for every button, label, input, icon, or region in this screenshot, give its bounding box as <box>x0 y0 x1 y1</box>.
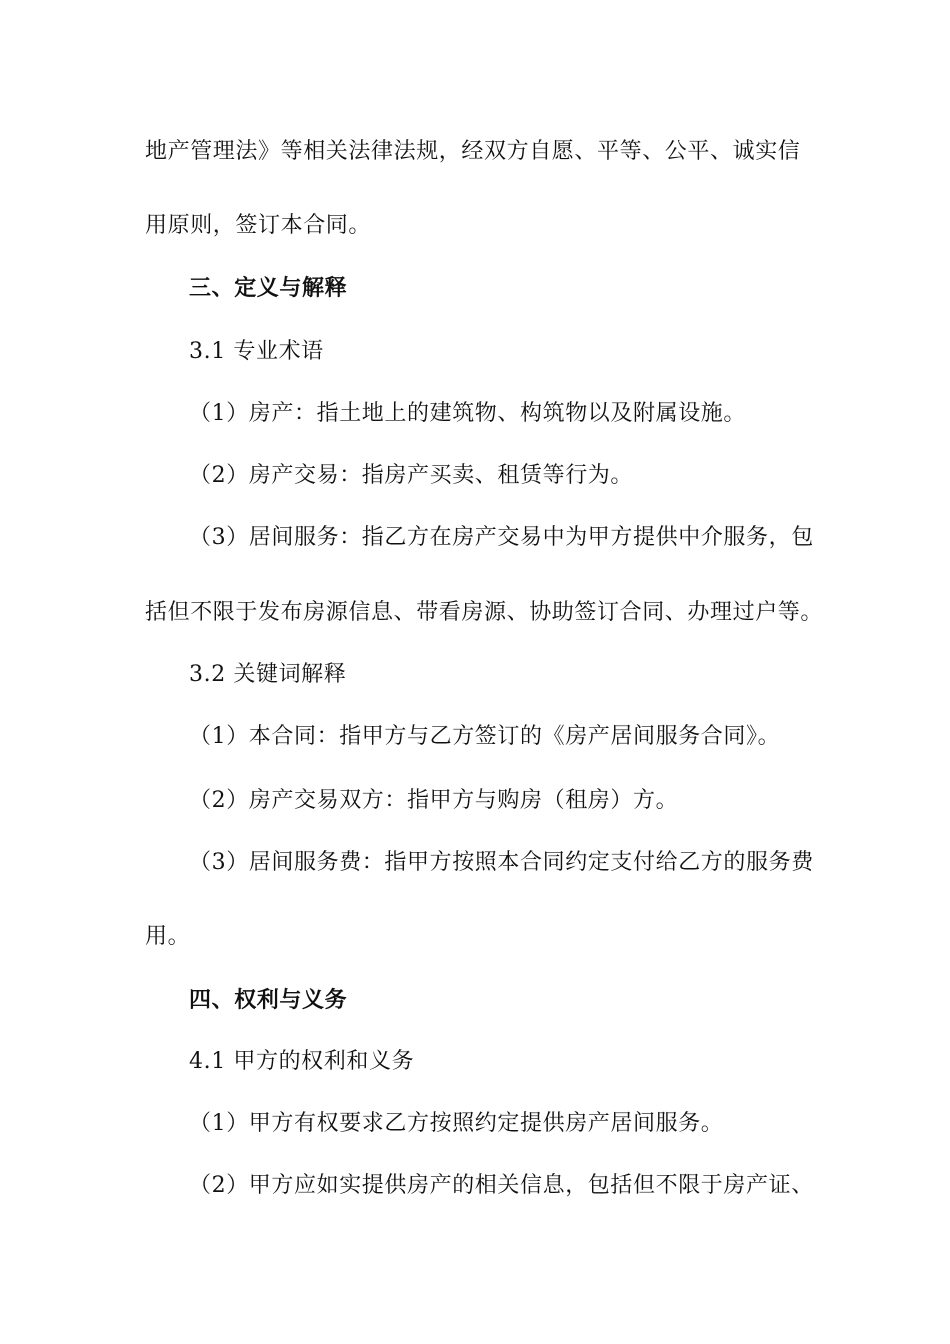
keyword-item-1: （1）本合同：指甲方与乙方签订的《房产居间服务合同》。 <box>189 724 781 749</box>
paragraph-line-1: 地产管理法》等相关法律法规，经双方自愿、平等、公平、诚实信 <box>145 139 801 164</box>
rights-item-1: （1）甲方有权要求乙方按照约定提供房产居间服务。 <box>189 1111 724 1136</box>
subsection-heading-3-2: 3.2 关键词解释 <box>189 662 347 687</box>
definition-item-3: （3）居间服务：指乙方在房产交易中为甲方提供中介服务，包 <box>189 525 814 550</box>
section-heading-4: 四、权利与义务 <box>189 987 348 1013</box>
subsection-heading-3-1: 3.1 专业术语 <box>189 339 324 364</box>
definition-item-2: （2）房产交易：指房产买卖、租赁等行为。 <box>189 463 633 488</box>
subsection-heading-4-1: 4.1 甲方的权利和义务 <box>189 1049 415 1074</box>
rights-item-2: （2）甲方应如实提供房产的相关信息，包括但不限于房产证、 <box>189 1173 814 1198</box>
definition-item-1: （1）房产：指土地上的建筑物、构筑物以及附属设施。 <box>189 401 746 426</box>
paragraph-line-2: 用原则，签订本合同。 <box>145 213 372 238</box>
definition-item-3-cont: 括但不限于发布房源信息、带看房源、协助签订合同、办理过户等。 <box>145 600 824 625</box>
keyword-item-3-cont: 用。 <box>145 924 191 949</box>
section-heading-3: 三、定义与解释 <box>189 275 348 301</box>
keyword-item-2: （2）房产交易双方：指甲方与购房（租房）方。 <box>189 788 679 813</box>
keyword-item-3: （3）居间服务费：指甲方按照本合同约定支付给乙方的服务费 <box>189 850 814 875</box>
